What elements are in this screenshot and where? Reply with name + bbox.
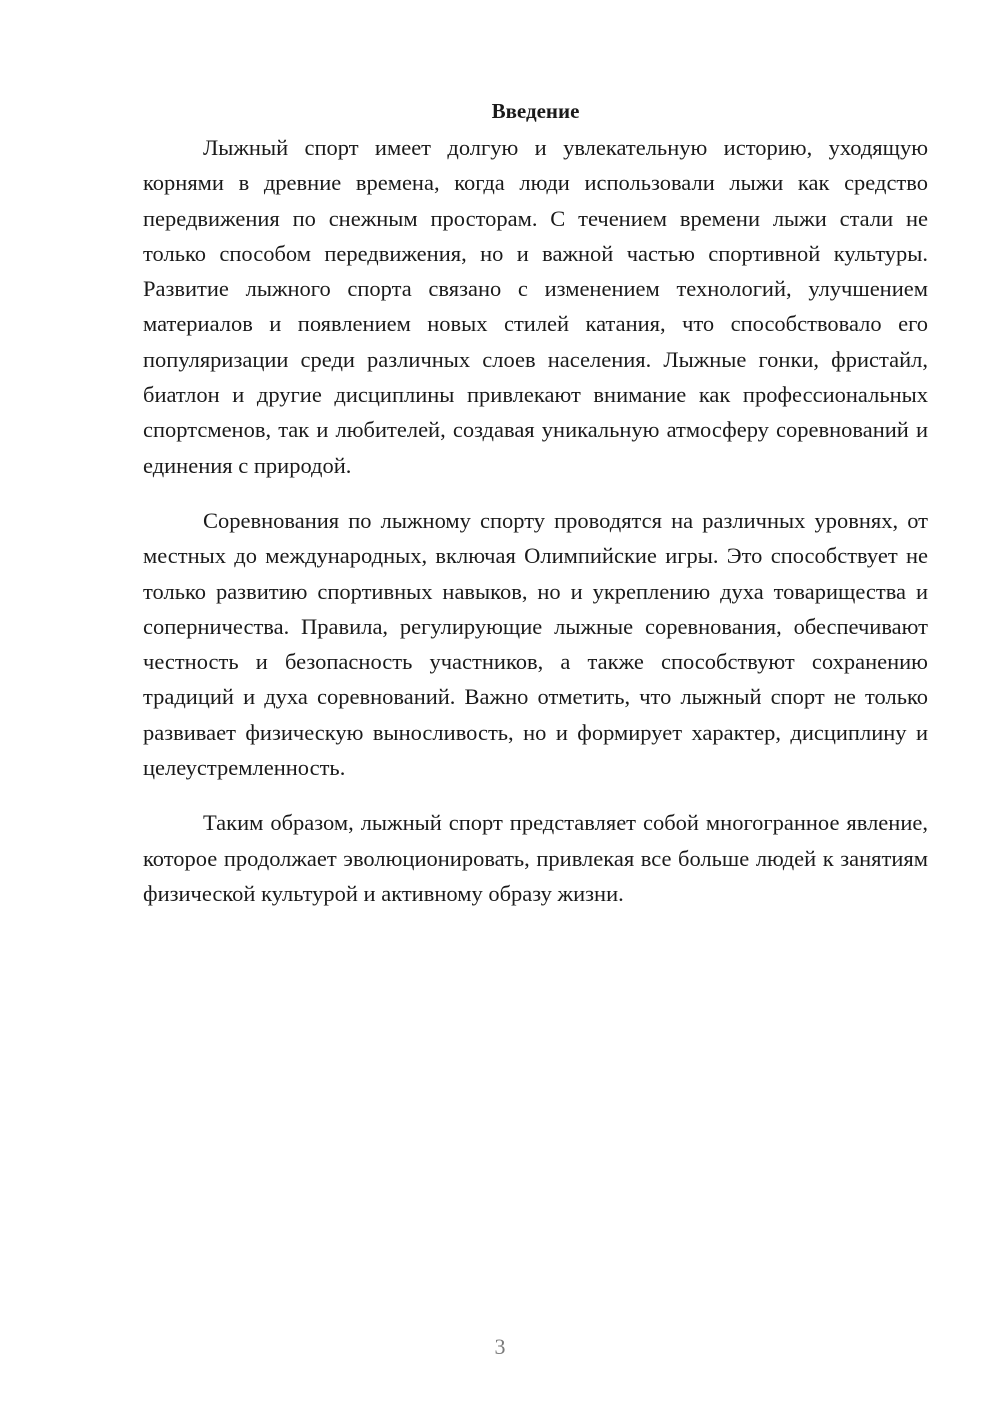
page-content (143, 95, 928, 931)
paragraph-1: Лыжный спорт имеет долгую и увлекательную историю, уходящую корнями в древние времена, когда люди использовали лыжи как средство передвижения по снежным просторам. С течением времени лыжи стали не только способом передвижения, но и важной частью спортивной культуры. Развитие лыжного спорта связано с изменением технологий, улучшением материалов и появлением новых стилей катания, что способствовало его популяризации среди различных слоев населения. Лыжные гонки, фристайл, биатлон и другие дисциплины привлекают внимание как профессиональных спортсменов, так и любителей, создавая уникальную атмосферу соревнований и единения с природой. (143, 135, 928, 478)
paragraph-2: Соревнования по лыжному спорту проводятся на различных уровнях, от местных до международных, включая Олимпийские игры. Это способствует не только развитию спортивных навыков, но и укреплению духа товарищества и соперничества. Правила, регулирующие лыжные соревнования, обеспечивают честность и безопасность участников, а также способствуют сохранению традиций и духа соревнований. Важно отметить, что лыжный спорт не только развивает физическую выносливость, но и формирует характер, дисциплину и целеустремленность. (143, 507, 928, 781)
paragraph-3: Таким образом, лыжный спорт представляет собой многогранное явление, которое продолжает эволюционировать, привлекая все больше людей к занятиям физической культурой и активному образу жизни. (143, 810, 928, 906)
page-number: 3 (494, 1334, 506, 1359)
section-heading: Введение (491, 99, 580, 123)
